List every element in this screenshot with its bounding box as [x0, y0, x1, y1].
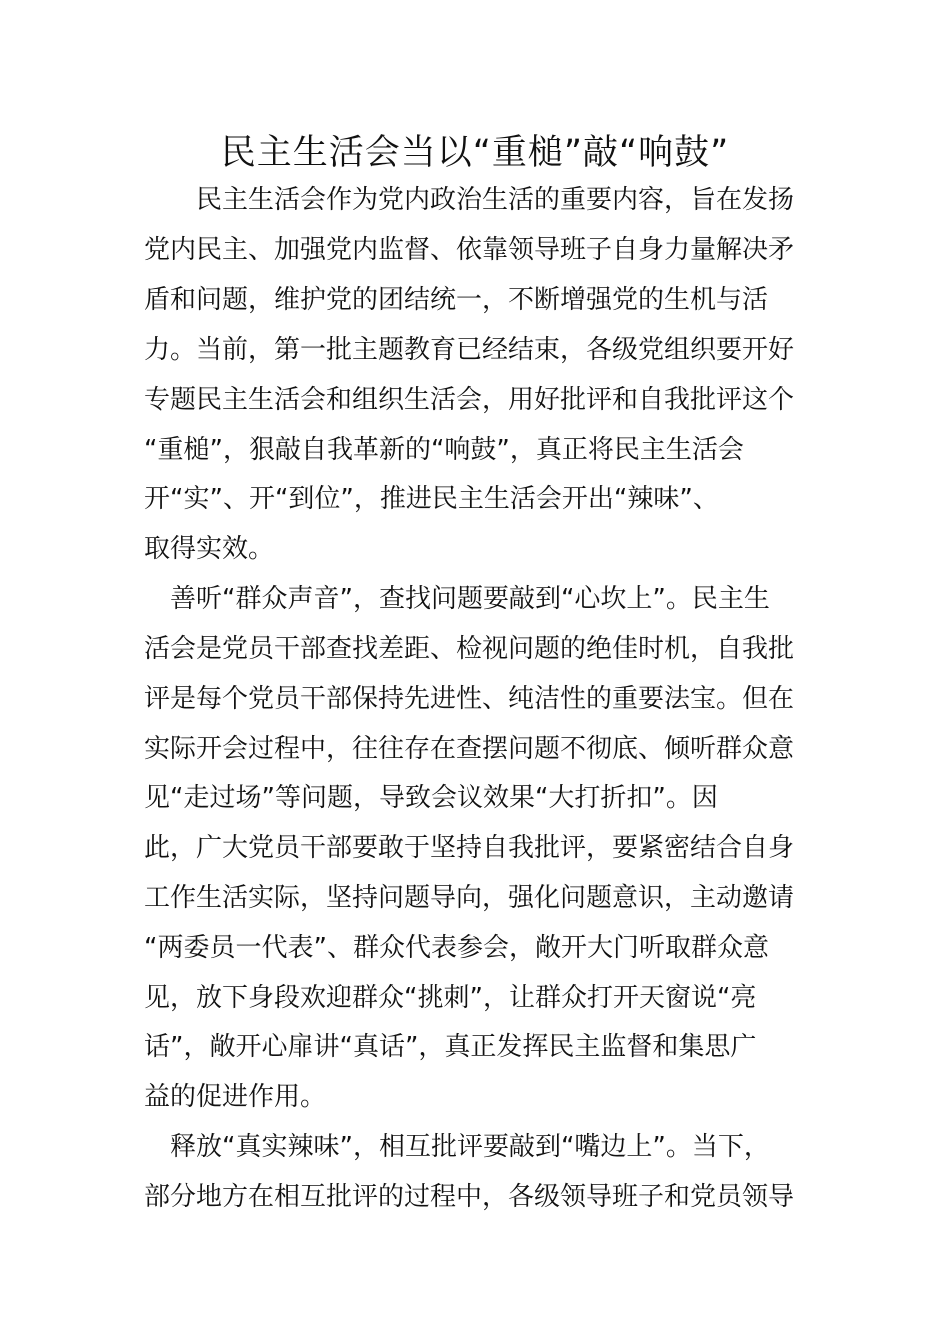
body-line: 民主生活会作为党内政治生活的重要内容，旨在发扬	[144, 185, 795, 215]
body-line: “两委员一代表”、群众代表参会，敞开大门听取群众意	[144, 933, 769, 963]
body-line: 部分地方在相互批评的过程中，各级领导班子和党员领导	[144, 1182, 795, 1212]
body-line: 释放“真实辣味”，相互批评要敲到“嘴边上”。当下，	[144, 1132, 770, 1162]
body-line: “重槌”，狠敲自我革新的“响鼓”，真正将民主生活会	[144, 435, 744, 465]
body-line: 善听“群众声音”，查找问题要敲到“心坎上”。民主生	[144, 584, 770, 614]
document-title: 民主生活会当以“重槌”敲“响鼓”	[220, 133, 730, 173]
body-line: 活会是党员干部查找差距、检视问题的绝佳时机，自我批	[144, 634, 795, 664]
body-line: 见“走过场”等问题，导致会议效果“大打折扣”。因	[144, 783, 718, 813]
body-line: 开“实”、开“到位”，推进民主生活会开出“辣味”、	[144, 484, 719, 514]
body-line: 此，广大党员干部要敢于坚持自我批评，要紧密结合自身	[144, 833, 795, 863]
body-line: 实际开会过程中，往往存在查摆问题不彻底、倾听群众意	[144, 734, 795, 764]
body-line: 益的促进作用。	[144, 1082, 327, 1112]
body-line: 党内民主、加强党内监督、依靠领导班子自身力量解决矛	[144, 235, 795, 265]
body-line: 取得实效。	[144, 534, 275, 564]
body-line: 工作生活实际，坚持问题导向，强化问题意识，主动邀请	[144, 883, 795, 913]
body-line: 盾和问题，维护党的团结统一，不断增强党的生机与活	[144, 285, 769, 315]
body-line: 专题民主生活会和组织生活会，用好批评和自我批评这个	[144, 385, 795, 415]
body-line: 话”，敞开心扉讲“真话”，真正发挥民主监督和集思广	[144, 1032, 757, 1062]
body-line: 评是每个党员干部保持先进性、纯洁性的重要法宝。但在	[144, 684, 795, 714]
body-line: 见，放下身段欢迎群众“挑刺”，让群众打开天窗说“亮	[144, 983, 757, 1013]
body-line: 力。当前，第一批主题教育已经结束，各级党组织要开好	[144, 335, 795, 365]
